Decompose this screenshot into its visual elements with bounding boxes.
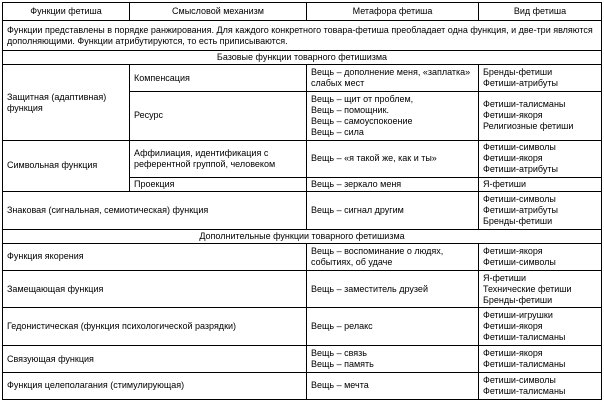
metaphor-resource: Вещь – щит от проблем, Вещь – помощник. Вещь – самоуспокоение Вещь – сила	[307, 92, 479, 140]
header-functions: Функции фетиша	[3, 3, 130, 21]
header-type: Вид фетиша	[479, 3, 602, 21]
types-projection: Я-фетиши	[479, 178, 602, 192]
table-row	[3, 270, 602, 308]
function-anchoring: Функция якорения	[3, 243, 307, 270]
mechanism-projection: Проекция	[130, 178, 307, 192]
metaphor-compensation: Вещь – дополнение меня, «заплатка» слабых мест	[307, 65, 479, 92]
table-row	[3, 372, 602, 399]
types-hedonistic: Фетиши-игрушки Фетиши-якоря Фетиши-талисманы	[479, 308, 602, 346]
section-row	[3, 229, 602, 243]
header-mechanism: Смысловой механизм	[130, 3, 307, 21]
function-substituting: Замещающая функция	[3, 270, 307, 308]
intro-text: Функции представлены в порядке ранжирования. Для каждого конкретного товара-фетиша преобладает одна функция, и две-три являются дополняющими. Функции атрибутируются, то есть приписываются.	[3, 21, 602, 51]
metaphor-hedonistic: Вещь – релакс	[307, 308, 479, 346]
function-binding: Связующая функция	[3, 346, 307, 373]
function-protective: Защитная (адаптивная) функция	[3, 65, 130, 140]
section-additional: Дополнительные функции товарного фетишизма	[3, 229, 602, 243]
mechanism-compensation: Компенсация	[130, 65, 307, 92]
function-goal: Функция целеполагания (стимулирующая)	[3, 372, 307, 399]
metaphor-anchoring: Вещь – воспоминание о людях, событиях, об удаче	[307, 243, 479, 270]
table-row	[3, 192, 602, 230]
table-row	[3, 243, 602, 270]
section-basic: Базовые функции товарного фетишизма	[3, 51, 602, 65]
table-row	[3, 346, 602, 373]
table-row	[3, 65, 602, 92]
header-row	[3, 3, 602, 21]
function-symbolic: Символьная функция	[3, 140, 130, 192]
mechanism-resource: Ресурс	[130, 92, 307, 140]
types-affiliation: Фетиши-символы Фетиши-якоря Фетиши-атрибуты	[479, 140, 602, 178]
metaphor-sign: Вещь – сигнал другим	[307, 192, 479, 230]
metaphor-binding: Вещь – связь Вещь – память	[307, 346, 479, 373]
types-substituting: Я-фетиши Технические фетиши Бренды-фетиши	[479, 270, 602, 308]
function-sign: Знаковая (сигнальная, семиотическая) функция	[3, 192, 307, 230]
table-row	[3, 308, 602, 346]
metaphor-goal: Вещь – мечта	[307, 372, 479, 399]
metaphor-affiliation: Вещь – «я такой же, как и ты»	[307, 140, 479, 178]
mechanism-affiliation: Аффилиация, идентификация с референтной группой, человеком	[130, 140, 307, 178]
types-resource: Фетиши-талисманы Фетиши-якоря Религиозные фетиши	[479, 92, 602, 140]
table-row	[3, 140, 602, 178]
header-metaphor: Метафора фетиша	[307, 3, 479, 21]
metaphor-projection: Вещь – зеркало меня	[307, 178, 479, 192]
types-anchoring: Фетиши-якоря Фетиши-символы	[479, 243, 602, 270]
fetish-functions-table	[2, 2, 602, 400]
types-goal: Фетиши-символы Фетиши-талисманы	[479, 372, 602, 399]
types-binding: Фетиши-якоря Фетиши-талисманы	[479, 346, 602, 373]
section-row	[3, 51, 602, 65]
types-compensation: Бренды-фетиши Фетиши-атрибуты	[479, 65, 602, 92]
metaphor-substituting: Вещь – заместитель друзей	[307, 270, 479, 308]
intro-row	[3, 21, 602, 51]
types-sign: Фетиши-символы Фетиши-атрибуты Бренды-фетиши	[479, 192, 602, 230]
function-hedonistic: Гедонистическая (функция психологической разрядки)	[3, 308, 307, 346]
